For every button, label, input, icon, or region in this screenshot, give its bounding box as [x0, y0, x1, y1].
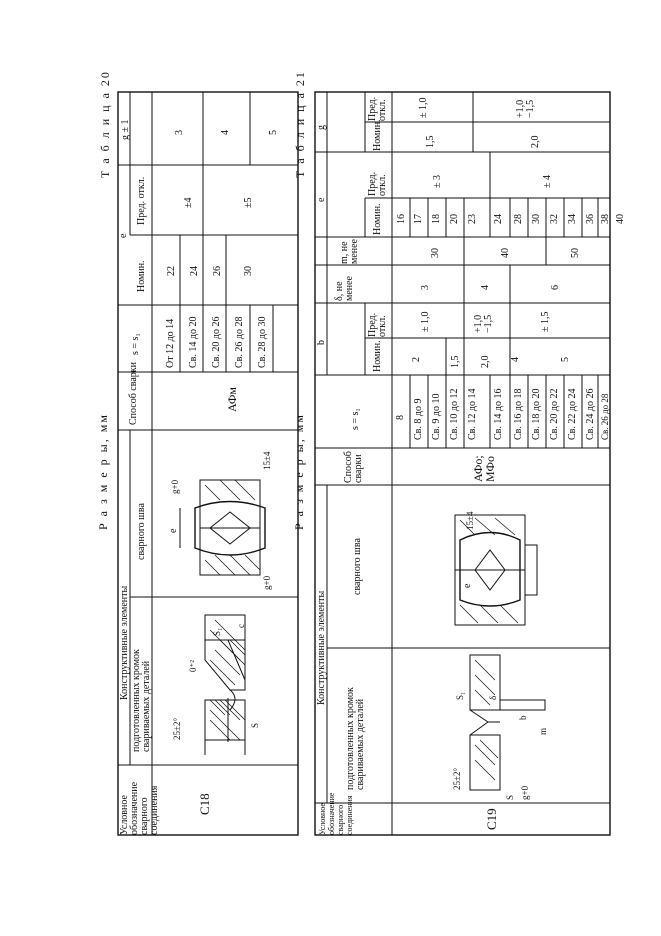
t21-lbl-weld-tol: 15±4: [465, 511, 475, 530]
table21-dimensions-title: Р а з м е р ы, мм: [292, 413, 306, 530]
t20-method: АФм: [225, 387, 239, 412]
t21-gtol-0: ± 1,0: [418, 97, 429, 118]
t21-c-1: 4: [480, 285, 491, 290]
t21-c-2: 6: [550, 285, 561, 290]
t21-col-g-tolerance: Пред. откл.: [367, 96, 388, 121]
t21-e-9: 34: [567, 214, 578, 224]
t21-col-method: Способ сварки: [343, 451, 364, 483]
t21-col-e-tolerance: Пред. откл.: [367, 171, 388, 196]
t20-col-structural: Конструктивные элементы: [119, 585, 130, 700]
t21-s-2: Св. 9 до 10: [431, 393, 442, 440]
t21-e-10: 36: [585, 214, 596, 224]
t20-e-2: 26: [212, 266, 223, 276]
t21-m-2: 50: [570, 248, 581, 258]
t20-lbl-g: g+0: [170, 479, 180, 494]
t21-lbl-e: e: [462, 583, 473, 588]
t21-m-0: 30: [430, 248, 441, 258]
t21-lbl-s1: S₁: [455, 691, 465, 700]
t21-s-0: 8: [395, 415, 406, 420]
t21-col-weld: сварного шва: [352, 538, 363, 595]
t21-btol-1: +1,0 −1,5: [473, 314, 494, 333]
t21-e-8: 32: [549, 214, 560, 224]
t20-lbl-angle: 25±2°: [172, 717, 182, 740]
t20-s-2: Св. 20 до 26: [211, 316, 222, 368]
t21-m-1: 40: [500, 248, 511, 258]
t21-c-0: 3: [420, 285, 431, 290]
t20-lbl-g2: g+0: [262, 575, 272, 590]
t21-s-11: Св. 26 до 28: [600, 393, 610, 440]
t21-col-prepared-edges: подготовленных кромок свариваемых деталей: [345, 687, 366, 790]
table21-caption: Т а б л и ц а 21: [293, 70, 307, 178]
t21-lbl-s: S: [505, 794, 515, 800]
t21-s-3: Св. 10 до 12: [449, 388, 460, 440]
t20-s-1: Св. 14 до 20: [188, 316, 199, 368]
t21-col-e-nominal: Номин.: [372, 203, 383, 235]
t20-lbl-weld-tol: 15±4: [262, 451, 272, 470]
t20-col-g: g ± 1: [120, 119, 131, 140]
t21-s-4: Св. 12 до 14: [467, 388, 478, 440]
t20-e-0: 22: [166, 266, 177, 276]
t21-lbl-angle: 25±2°: [452, 767, 462, 790]
t20-lbl-s: S: [250, 722, 260, 728]
t20-e-1: 24: [189, 266, 200, 276]
t21-e-4: 23: [467, 214, 478, 224]
t21-e-0: 16: [396, 214, 407, 224]
t20-s-0: От 12 до 14: [165, 318, 176, 368]
t20-lbl-c: c: [236, 624, 246, 628]
t20-lbl-e: e: [168, 528, 179, 533]
t21-col-g: g: [316, 125, 327, 130]
t20-designation: С18: [197, 793, 212, 815]
t21-s-6: Св. 16 до 18: [513, 388, 524, 440]
t21-designation: С19: [484, 808, 499, 830]
t21-etol-1: ± 4: [542, 175, 553, 188]
t21-method: АФо; МФо: [471, 455, 497, 482]
t20-g-2: 4: [220, 130, 231, 135]
t21-e-3: 20: [449, 214, 460, 224]
t21-b-4: 5: [560, 357, 571, 362]
t20-g-3: 5: [268, 130, 279, 135]
t20-col-weld: сварного шва: [136, 503, 147, 560]
t21-lbl-b: b: [518, 715, 528, 720]
t21-col-c: δ, не менее: [334, 276, 355, 301]
t21-col-e: e: [316, 197, 327, 202]
table20-caption: Т а б л и ц а 20: [98, 70, 112, 178]
t21-e-2: 18: [431, 214, 442, 224]
t21-col-b-tolerance: Пред. откл.: [367, 312, 388, 337]
t20-col-tolerance: Пред. откл.: [136, 176, 147, 225]
t21-s-5: Св. 14 до 16: [493, 388, 504, 440]
t20-col-method: Способ сварки: [128, 362, 139, 425]
t21-g-0: 1,5: [425, 135, 436, 148]
t21-s-7: Св. 18 до 20: [531, 388, 542, 440]
t21-col-m: m, не менее: [339, 239, 360, 264]
t21-col-b-nominal: Номин.: [372, 340, 383, 372]
t20-g-0: 3: [174, 130, 185, 135]
t21-e-7: 30: [531, 214, 542, 224]
t21-e-1: 17: [413, 214, 424, 224]
t20-col-s: s = s₁: [130, 333, 141, 355]
t21-lbl-m: m: [538, 727, 548, 735]
t21-b-1: 1,5: [450, 355, 461, 368]
t21-gtol-1: +1,0 −1,5: [515, 99, 536, 118]
t21-s-8: Св. 20 до 22: [549, 388, 560, 440]
t21-s-9: Св. 22 до 24: [567, 388, 578, 440]
t21-s-10: Св. 24 до 26: [585, 388, 596, 440]
t20-col-prepared-edges: подготовленных кромок свариваемых деталей: [131, 649, 152, 752]
t21-s-1: Св. 8 до 9: [413, 398, 424, 440]
t20-col-designation: Условное обозначение сварного соединения: [119, 781, 160, 835]
t20-lbl-s1: S₁: [212, 627, 222, 636]
t21-b-0: 2: [411, 357, 422, 362]
t21-col-g-nominal: Номин.: [372, 119, 383, 151]
t21-e-6: 28: [513, 214, 524, 224]
t21-col-s: s = s₁: [350, 408, 361, 430]
t21-btol-2: ± 1,5: [540, 311, 551, 332]
t21-g-1: 2,0: [530, 135, 541, 148]
t21-col-designation: Условное обозначение сварного соединения: [318, 792, 354, 835]
t20-etol-1: ±4: [183, 197, 194, 208]
t21-col-b: b: [316, 340, 327, 345]
t21-b-3: 4: [510, 357, 521, 362]
t21-col-structural: Конструктивные элементы: [316, 590, 327, 705]
t21-e-11: 38: [600, 214, 611, 224]
t21-lbl-g: g+0: [520, 785, 530, 800]
t20-e-3: 30: [243, 266, 254, 276]
t21-e-12: 40: [615, 214, 626, 224]
t20-col-e: e: [118, 233, 129, 238]
t21-e-5: 24: [493, 214, 504, 224]
t21-lbl-gap: δ: [488, 695, 498, 700]
t20-etol-3: ±5: [243, 197, 254, 208]
t21-btol-0: ± 1,0: [420, 311, 431, 332]
t20-s-4: Св. 28 до 30: [257, 316, 268, 368]
t20-lbl-gap: 0⁺²: [188, 660, 198, 672]
t20-s-3: Св. 26 до 28: [234, 316, 245, 368]
t20-col-nominal: Номин.: [136, 260, 147, 292]
t21-etol-0: ± 3: [432, 175, 443, 188]
t21-b-2: 2,0: [480, 355, 491, 368]
table20-dimensions-title: Р а з м е р ы, мм: [96, 413, 110, 530]
